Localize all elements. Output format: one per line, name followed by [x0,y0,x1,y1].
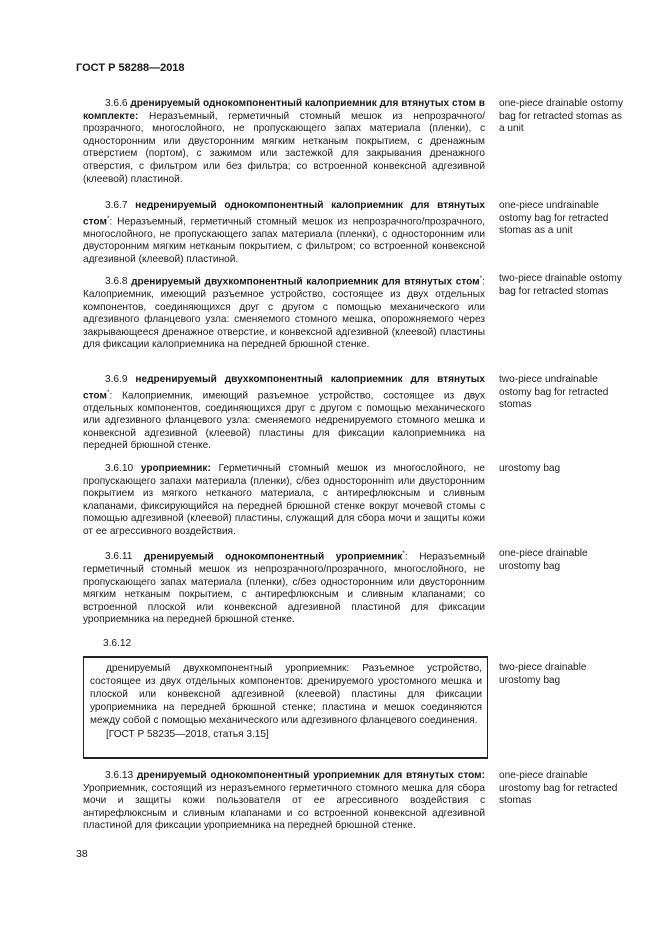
entry-definition: : Калоприемник, имеющий разъемное устройство, состоящее из двух отдельных компонентов, соединяющихся друг с другом с помощью механического или адгезивного фланцевого узла: сменяемого стомного мешка, опорожняемого через закрывающееся дренажное отверстие, и конвексной адгезивной (клеевой) пластины для фиксации калоприемника на передней брюшной стенке. [83,276,485,351]
entry-definition: : Калоприемник, имеющий разъемное устройство, состоящее из двух отдельных компонентов, соединяющихся друг с другом с помощью механического или адгезивного фланцевого узла: сменяемого недренируемого стомного мешка и конвексной адгезивной (клеевой) пластины для фиксации калоприемника на передней брюшной стенке. [83,389,485,452]
footnote-marker: * [106,388,110,396]
english-equivalent: two-piece drainable ostomy bag for retracted stomas [499,273,622,297]
entry-definition: Герметичный стомный мешок из многослойного, не пропускающего запахи материала (пленки), с/без одностороннim или двусторонним покрытием из мягкого нетканого материала, с антирефлюксным и сливным клапанами, фиксирующийся на передней брюшной стенке вокруг мочевой стомы с помощью адгезивной (клеевой) пластины, служащий для сбора мочи и защиты кожи от ее агрессивного воздействия. [83,463,485,537]
entry-term: недренируемый однокомпонентный калоприемник для втянутых стом [83,200,485,227]
entry-number: 3.6.13 [105,770,134,781]
entry-term: дренируемый двухкомпонентный калоприемник для втянутых стом [131,276,480,288]
entry-definition: Разъемное устройство, состоящее из двух отдельных компонентов: дренируемого уростомного мешка и плоской или конвексной адгезивной (клеевой) пластины для фиксации уроприемника на передней брюшной стенке; пластина и мешок соединяются между собой с помощью механического или адгезивного фланцевого соединения. [90,663,482,726]
footnote-marker: * [106,214,110,222]
english-equivalent: urostomy bag [499,463,561,474]
english-equivalent: two-piece undrainable ostomy bag for retracted stomas [499,374,609,411]
entry-definition: Уроприемник, состоящий из неразъемного герметичного стомного мешка для сбора мочи и защиты кожи пользователя от ее агрессивного воздействия с антирефлюксным и сливным клапанами и со встроенной конвексной адгезивной пластиной для фиксации уроприемника на передней брюшной стенке. [83,782,485,832]
entry-term: дренируемый двухкомпонентный уроприемник: [106,663,350,674]
term-entry-3-6-6 [83,98,485,186]
source-reference: [ГОСТ Р 58235—2018, статья 3.15] [106,729,269,740]
term-entry-3-6-7 [83,200,485,266]
entry-definition: : Неразъемный, герметичный стомный мешок из непрозрачного/прозрачного, многослойного, не пропускающего запах материала (пленки), с односторонним или двусторонним мягким нетканым покрытием, с фильтром; со встроенной конвексной адгезивной (клеевой) пластиной. [83,215,485,265]
footnote-marker: * [402,550,405,557]
term-entry-3-6-11 [83,548,485,627]
entry-term: уроприемник: [140,463,211,474]
entry-term: дренируемый однокомпонентный уроприемник для втянутых стом: [136,770,485,781]
entry-number: 3.6.9 [105,374,128,385]
term-entry-3-6-10 [83,463,485,539]
english-equivalent: one-piece drainable urostomy bag [499,548,588,572]
term-entry-3-6-8 [83,273,485,352]
term-entry-3-6-9 [83,374,485,453]
quoted-term-box [83,656,488,759]
english-equivalent: one-piece drainable urostomy bag for retracted stomas [499,770,618,807]
english-equivalent: one-piece undrainable ostomy bag for retracted stomas as a unit [499,200,609,237]
entry-number-3-6-12: 3.6.12 [103,638,132,649]
document-header: ГОСТ Р 58288—2018 [76,62,185,74]
entry-term: дренируемый однокомпонентный уроприемник [143,551,403,563]
entry-definition: : Неразъемный герметичный стомный мешок из непрозрачного/прозрачного, многослойного, не пропускающего запах материала (пленки), с/без односторонним или двусторонним мягким нетканым покрытием, с антирефлюксным и сливным клапанами; со встроенной плоской или конвексной адгезивной пластиной для фиксации уроприемника на передней брюшной стенке. [83,551,485,626]
entry-number: 3.6.6 [105,98,128,109]
entry-definition: Неразъемный, герметичный стомный мешок из непрозрачного/прозрачного, многослойного, не пропускающего запах материала (пленки), с односторонним или двусторонним мягким нетканым покрытием, с дренажным отверстием (портом), с зажимом или застежкой для закрывания дренажного отверстия, с фильтром или без фильтра; со встроенной конвексной адгезивной (клеевой) пластиной. [83,110,485,185]
entry-number: 3.6.11 [105,551,133,563]
entry-number: 3.6.10 [105,463,134,474]
term-entry-3-6-13 [83,770,485,833]
page-number: 38 [76,848,88,860]
entry-number: 3.6.8 [105,276,128,288]
english-equivalent: one-piece drainable ostomy bag for retracted stomas as a unit [499,98,624,135]
english-equivalent: two-piece drainable urostomy bag [499,662,587,686]
entry-number: 3.6.7 [105,200,128,211]
entry-term: дренируемый однокомпонентный калоприемник для втянутых стом в комплекте: [83,98,485,122]
entry-term: недренируемый двухкомпонентный калоприемник для втянутых стом [83,374,485,401]
footnote-marker: * [479,275,483,282]
